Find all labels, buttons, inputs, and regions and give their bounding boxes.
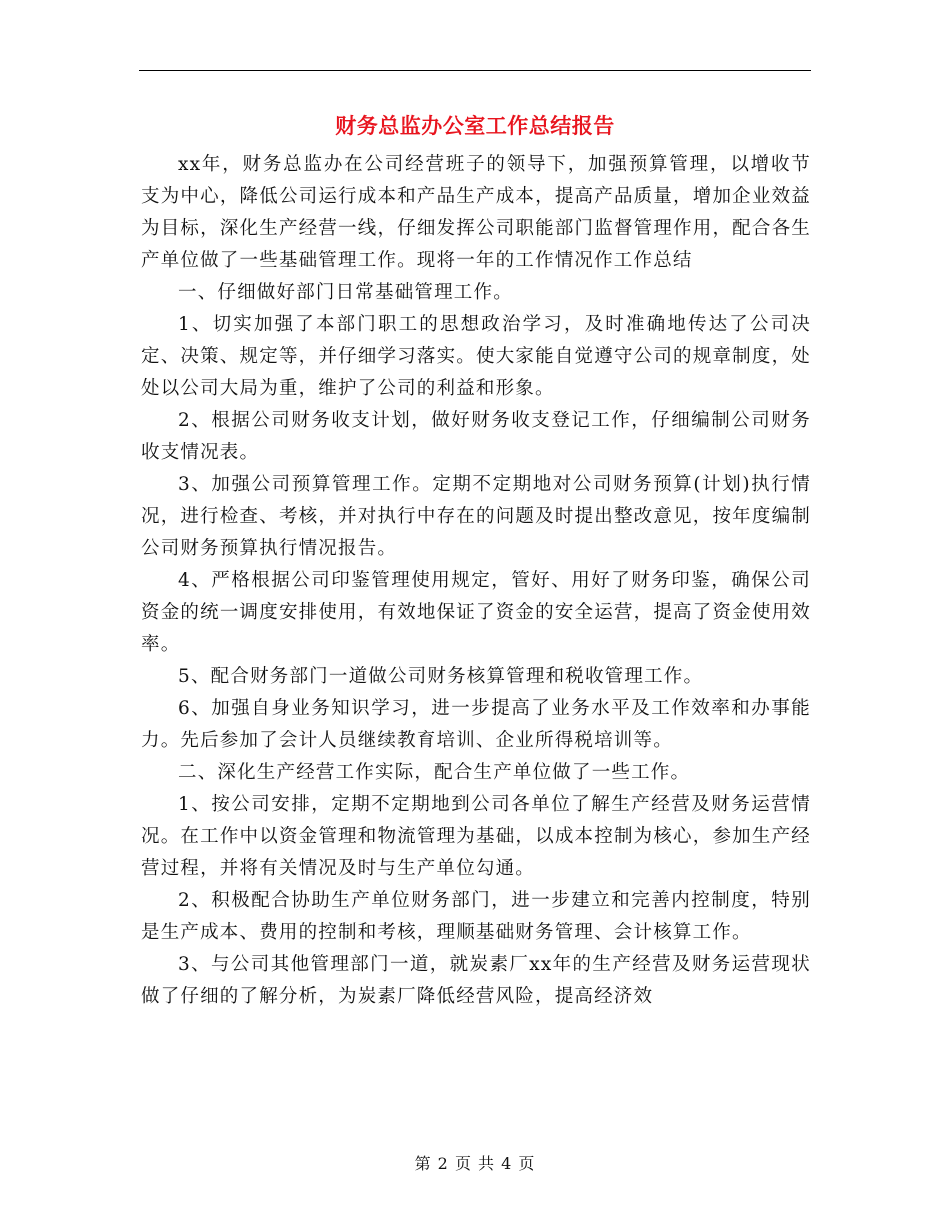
- header-rule: [139, 70, 811, 71]
- document-title: 财务总监办公室工作总结报告: [335, 113, 615, 138]
- paragraph: 1、切实加强了本部门职工的思想政治学习，及时准确地传达了公司决定、决策、规定等，并仔细学习落实。使大家能自觉遵守公司的规章制度，处处以公司大局为重，维护了公司的利益和形象。: [141, 314, 811, 399]
- paragraph: 1、按公司安排，定期不定期地到公司各单位了解生产经营及财务运营情况。在工作中以资金管理和物流管理为基础，以成本控制为核心，参加生产经营过程，并将有关情况及时与生产单位勾通。: [141, 794, 811, 879]
- section-heading-1: 一、仔细做好部门日常基础管理工作。: [178, 282, 513, 303]
- paragraph: 4、严格根据公司印鉴管理使用规定，管好、用好了财务印鉴，确保公司资金的统一调度安排使用，有效地保证了资金的安全运营，提高了资金使用效率。: [141, 570, 811, 655]
- paragraph-intro: xx年，财务总监办在公司经营班子的领导下，加强预算管理，以增收节支为中心，降低公司运行成本和产品生产成本，提高产品质量，增加企业效益为目标，深化生产经营一线，仔细发挥公司职能部门监督管理作用，配合各生产单位做了一些基础管理工作。现将一年的工作情况作工作总结: [141, 154, 811, 271]
- paragraph: 3、加强公司预算管理工作。定期不定期地对公司财务预算(计划)执行情况，进行检查、考核，并对执行中存在的问题及时提出整改意见，按年度编制公司财务预算执行情况报告。: [141, 474, 811, 559]
- paragraph: 2、根据公司财务收支计划，做好财务收支登记工作，仔细编制公司财务收支情况表。: [141, 410, 811, 463]
- paragraph: 5、配合财务部门一道做公司财务核算管理和税收管理工作。: [178, 666, 704, 687]
- paragraph: 2、积极配合协助生产单位财务部门，进一步建立和完善内控制度，特别是生产成本、费用的控制和考核，理顺基础财务管理、会计核算工作。: [141, 890, 811, 943]
- paragraph: 6、加强自身业务知识学习，进一步提高了业务水平及工作效率和办事能力。先后参加了会计人员继续教育培训、企业所得税培训等。: [141, 698, 811, 751]
- page-number-footer: 第 2 页 共 4 页: [414, 1154, 536, 1173]
- section-heading-2: 二、深化生产经营工作实际，配合生产单位做了一些工作。: [178, 762, 691, 783]
- paragraph: 3、与公司其他管理部门一道，就炭素厂xx年的生产经营及财务运营现状做了仔细的了解分析，为炭素厂降低经营风险，提高经济效: [141, 954, 811, 1007]
- document-body: [141, 149, 811, 1013]
